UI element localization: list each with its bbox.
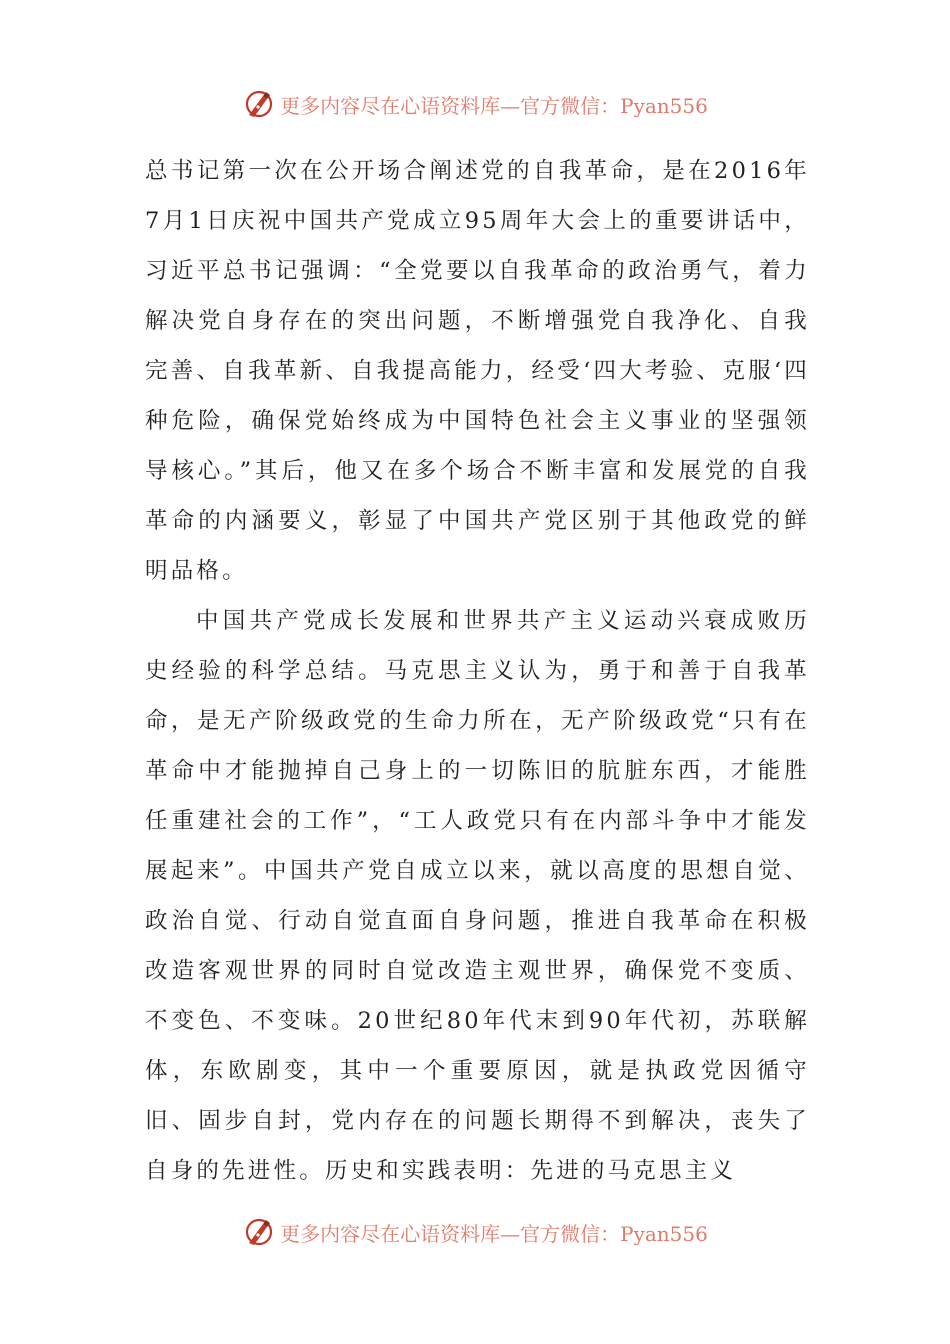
document-body xyxy=(145,146,810,1196)
pen-logo-icon xyxy=(242,1215,276,1249)
paragraph-2: 中国共产党成长发展和世界共产主义运动兴衰成败历史经验的科学总结。马克思主义认为，勇于和善于自我革命，是无产阶级政党的生命力所在，无产阶级政党“只有在革命中才能抛掉自己身上的一切陈旧的肮脏东西，才能胜任重建社会的工作”，“工人政党只有在内部斗争中才能发展起来”。中国共产党自成立以来，就以高度的思想自觉、政治自觉、行动自觉直面自身问题，推进自我革命在积极改造客观世界的同时自觉改造主观世界，确保党不变质、不变色、不变味。20世纪80年代末到90年代初，苏联解体，东欧剧变，其中一个重要原因，就是执政党因循守旧、固步自封，党内存在的问题长期得不到解决，丧失了自身的先进性。历史和实践表明：先进的马克思主义 xyxy=(145,608,810,1184)
footer-watermark-text: 更多内容尽在心语资料库—官方微信：Pyan556 xyxy=(280,1221,708,1246)
footer-watermark xyxy=(0,1210,950,1254)
paragraph-1: 总书记第一次在公开场合阐述党的自我革命，是在2016年7月1日庆祝中国共产党成立95周年大会上的重要讲话中，习近平总书记强调：“全党要以自我革命的政治勇气，着力解决党自身存在的突出问题，不断增强党自我净化、自我完善、自我革新、自我提高能力，经受‘四大考验、克服‘四种危险，确保党始终成为中国特色社会主义事业的坚强领导核心。”其后，他又在多个场合不断丰富和发展党的自我革命的内涵要义，彰显了中国共产党区别于其他政党的鲜明品格。 xyxy=(145,158,810,584)
header-watermark-text: 更多内容尽在心语资料库—官方微信：Pyan556 xyxy=(280,93,708,118)
header-watermark xyxy=(0,82,950,126)
pen-logo-icon xyxy=(242,87,276,121)
